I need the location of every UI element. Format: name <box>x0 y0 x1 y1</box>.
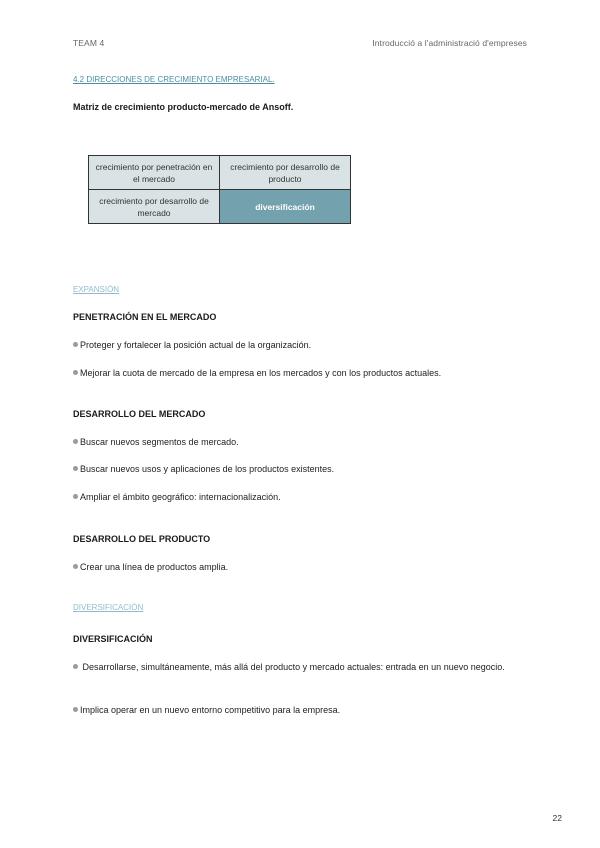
list-item: Mejorar la cuota de mercado de la empresa en los mercados y con los productos actuales. <box>73 367 528 380</box>
matrix-caption: Matriz de crecimiento producto-mercado de Ansoff. <box>73 102 294 112</box>
ansoff-matrix <box>88 155 351 224</box>
matrix-cell-desarrollo-producto: crecimiento por desarrollo de producto <box>220 156 351 190</box>
heading-desarrollo-producto: DESARROLLO DEL PRODUCTO <box>73 534 211 544</box>
bullet-icon <box>73 494 78 499</box>
matrix-row <box>89 190 351 224</box>
expansion-link[interactable]: EXPANSIÓN <box>73 285 120 294</box>
bullet-icon <box>73 370 78 375</box>
bullet-icon <box>73 707 78 712</box>
bullet-icon <box>73 564 78 569</box>
list-item: Ampliar el ámbito geográfico: internacionalización. <box>73 491 528 504</box>
bullet-icon <box>73 439 78 444</box>
heading-diversificacion: DIVERSIFICACIÓN <box>73 634 153 644</box>
list-item: Buscar nuevos segmentos de mercado. <box>73 436 528 449</box>
matrix-cell-desarrollo-mercado: crecimiento por desarrollo de mercado <box>89 190 220 224</box>
bullet-icon <box>73 466 78 471</box>
header-team: TEAM 4 <box>73 38 105 48</box>
page-number: 22 <box>552 813 562 823</box>
section-title-link[interactable]: 4.2 DIRECCIONES DE CRECIMIENTO EMPRESARIAL. <box>73 75 275 84</box>
heading-desarrollo-mercado: DESARROLLO DEL MERCADO <box>73 409 206 419</box>
diversificacion-link[interactable]: DIVERSIFICACIÓN <box>73 603 144 612</box>
list-item: Proteger y fortalecer la posición actual de la organización. <box>73 339 528 352</box>
header-course-title: Introducció a l'administració d'empreses <box>372 38 527 48</box>
bullet-icon <box>73 664 78 669</box>
matrix-row <box>89 156 351 190</box>
list-item: Implica operar en un nuevo entorno competitivo para la empresa. <box>73 704 528 717</box>
list-item: Buscar nuevos usos y aplicaciones de los productos existentes. <box>73 463 528 476</box>
bullet-icon <box>73 342 78 347</box>
matrix-cell-penetracion: crecimiento por penetración en el mercado <box>89 156 220 190</box>
list-item: Desarrollarse, simultáneamente, más allá del producto y mercado actuales: entrada en un nuevo negocio. <box>73 661 528 674</box>
heading-penetracion: PENETRACIÓN EN EL MERCADO <box>73 312 217 322</box>
list-item: Crear una línea de productos amplia. <box>73 561 528 574</box>
matrix-cell-diversificacion: diversificación <box>220 190 351 224</box>
